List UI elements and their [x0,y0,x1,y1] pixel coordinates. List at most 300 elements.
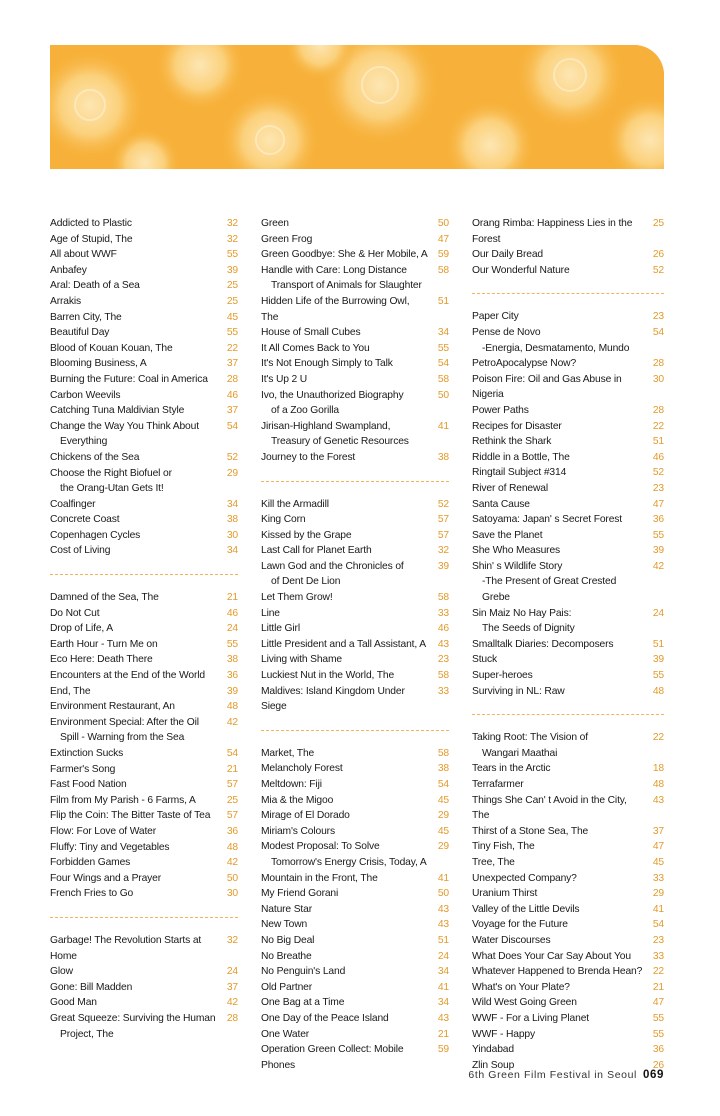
index-column-1 [50,216,238,1042]
index-entry [50,388,238,404]
entry-page-number: 54 [226,420,238,432]
index-entry [50,606,238,622]
entry-title: Jirisan-Highland Swampland, Treasury of Genetic Resources [261,419,433,450]
index-entry [50,466,238,497]
entry-page-number: 25 [652,218,664,229]
index-entry [50,933,238,964]
entry-title: Modest Proposal: To Solve Tomorrow's Energy Crisis, Today, A [261,839,433,870]
index-entry [472,216,664,247]
entry-title: Choose the Right Biofuel or the Orang-Utan Gets It! [50,466,222,497]
entry-page-number: 26 [652,1059,664,1071]
entry-title-continuation: Project, The [60,1028,114,1040]
entry-page-number: 55 [652,1012,664,1024]
index-group [261,746,449,1073]
index-entry [50,450,238,466]
index-entry [50,871,238,887]
entry-title-continuation: The Seeds of Dignity [482,623,575,635]
entry-title: Carbon Weevils [50,389,121,401]
index-entry [261,606,449,622]
entry-page-number: 50 [437,888,449,900]
group-separator [261,715,449,746]
page-footer [468,1069,664,1081]
index-entry [472,1027,664,1043]
entry-title: Garbage! The Revolution Starts at Home [50,934,202,962]
entry-page-number: 23 [652,482,664,494]
index-entry [50,341,238,357]
entry-page-number: 57 [437,514,449,526]
entry-page-number: 39 [226,685,238,697]
entry-title: Rethink the Shark [472,436,552,448]
entry-page-number: 41 [437,420,449,432]
entry-page-number: 59 [437,1044,449,1056]
index-group [261,216,449,466]
entry-title: Little Girl [261,623,300,635]
index-entry [261,777,449,793]
entry-page-number: 26 [652,249,664,261]
index-entry [472,481,664,497]
entry-page-number: 34 [226,498,238,510]
entry-title: Eco Here: Death There [50,654,153,666]
entry-title: Mirage of El Dorado [261,810,350,822]
index-entry [472,902,664,918]
entry-page-number: 45 [437,794,449,806]
entry-title: Market, The [261,747,315,759]
entry-page-number: 51 [652,638,664,650]
index-entry [472,543,664,559]
entry-title: Voyage for the Future [472,919,568,931]
index-entry [261,341,449,357]
entry-page-number: 50 [437,218,449,229]
entry-page-number: 25 [226,280,238,292]
index-entry [261,543,449,559]
index-entry [472,606,664,637]
entry-page-number: 38 [226,654,238,666]
index-group [261,497,449,715]
index-entry [472,839,664,855]
index-entry [261,247,449,263]
entry-title: Stuck [472,654,498,666]
entry-title: Save the Planet [472,529,543,541]
index-entry [472,559,664,606]
entry-title: It All Comes Back to You [261,342,370,354]
entry-page-number: 24 [226,966,238,978]
index-entry [472,403,664,419]
index-entry [472,855,664,871]
entry-title: Fast Food Nation [50,779,127,791]
entry-title: French Fries to Go [50,888,134,900]
entry-page-number: 21 [437,1028,449,1040]
index-entry [50,1011,238,1042]
entry-page-number: 58 [437,747,449,759]
index-entry [50,995,238,1011]
entry-title: Satoyama: Japan' s Secret Forest [472,514,622,526]
entry-page-number: 52 [226,451,238,463]
entry-title: Unexpected Company? [472,872,577,884]
index-entry [261,964,449,980]
entry-page-number: 52 [437,498,449,510]
index-entry [472,434,664,450]
entry-title: Blood of Kouan Kouan, The [50,342,173,354]
index-entry [472,512,664,528]
page-number: 069 [643,1069,664,1081]
index-entry [472,247,664,263]
entry-title-continuation: Transport of Animals for Slaughter [271,280,422,292]
entry-title: No Penguin's Land [261,966,346,978]
entry-title: River of Renewal [472,482,549,494]
entry-title: Orang Rimba: Happiness Lies in the Forest [472,218,633,245]
entry-page-number: 29 [226,467,238,479]
entry-title: Nature Star [261,903,313,915]
index-entry [50,278,238,294]
index-entry [261,949,449,965]
index-entry [50,247,238,263]
entry-title: What's on Your Plate? [472,981,570,993]
entry-title: Good Man [50,997,97,1009]
entry-title: Green Goodbye: She & Her Mobile, A [261,249,428,261]
index-entry [50,652,238,668]
entry-title: Encounters at the End of the World [50,670,205,682]
index-entry [472,824,664,840]
index-entry [261,232,449,248]
entry-title-continuation: Wangari Maathai [482,747,558,759]
index-entry [261,793,449,809]
entry-page-number: 32 [226,233,238,245]
entry-page-number: 25 [226,295,238,307]
entry-page-number: 47 [652,997,664,1009]
entry-title: WWF - Happy [472,1028,535,1040]
index-entry [472,886,664,902]
entry-title: Tree, The [472,856,515,868]
entry-page-number: 39 [226,264,238,276]
group-separator [261,466,449,497]
entry-title: Things She Can' t Avoid in the City, The [472,794,627,822]
group-separator [50,902,238,933]
entry-title: Green Frog [261,233,313,245]
index-entry [261,294,449,325]
entry-page-number: 45 [652,856,664,868]
entry-page-number: 24 [437,950,449,962]
entry-title: Extinction Sucks [50,748,124,759]
index-entry [472,761,664,777]
entry-page-number: 34 [437,966,449,978]
entry-page-number: 46 [226,607,238,619]
entry-title: Super-heroes [472,670,533,682]
entry-title: Sin Maiz No Hay Pais: The Seeds of Dignity [472,606,648,637]
entry-page-number: 24 [226,623,238,635]
entry-page-number: 43 [652,794,664,806]
index-entry [261,886,449,902]
index-entry [261,372,449,388]
entry-title: No Breathe [261,950,312,962]
index-entry [261,528,449,544]
entry-page-number: 25 [226,794,238,806]
index-entry [50,980,238,996]
entry-page-number: 50 [226,872,238,884]
index-entry [472,1011,664,1027]
entry-page-number: 41 [437,981,449,993]
index-entry [50,668,238,684]
entry-title: My Friend Gorani [261,888,339,900]
entry-title-continuation: -The Present of Great Crested Grebe [482,576,617,604]
entry-page-number: 42 [226,857,238,869]
index-group [472,730,664,1073]
entry-page-number: 58 [437,373,449,385]
entry-page-number: 54 [652,326,664,338]
entry-title: Luckiest Nut in the World, The [261,670,395,682]
entry-page-number: 46 [437,623,449,635]
index-entry [50,793,238,809]
entry-page-number: 30 [226,888,238,900]
entry-page-number: 50 [437,389,449,401]
entry-page-number: 36 [226,670,238,682]
entry-page-number: 36 [652,1044,664,1056]
entry-page-number: 30 [226,529,238,541]
entry-title: Meltdown: Fiji [261,779,322,790]
entry-title: Tiny Fish, The [472,841,535,853]
index-entry [50,216,238,232]
entry-page-number: 22 [652,420,664,432]
index-entry [50,637,238,653]
entry-page-number: 46 [226,389,238,401]
entry-title: Anbafey [50,264,87,276]
entry-title-continuation: -Energia, Desmatamento, Mundo [482,342,630,354]
index-entry [472,528,664,544]
entry-title: Power Paths [472,404,529,416]
index-entry [50,808,238,824]
entry-page-number: 39 [437,560,449,572]
index-entry [261,980,449,996]
entry-page-number: 55 [226,638,238,650]
entry-title: Let Them Grow! [261,592,333,604]
entry-page-number: 28 [226,1012,238,1024]
entry-title: Gone: Bill Madden [50,981,133,993]
entry-title: Aral: Death of a Sea [50,280,140,292]
entry-page-number: 48 [652,685,664,697]
entry-page-number: 55 [226,249,238,261]
entry-title: Farmer's Song [50,763,116,775]
entry-page-number: 39 [652,545,664,557]
entry-page-number: 29 [437,810,449,822]
index-entry [472,372,664,403]
index-entry [261,684,449,715]
entry-title: Riddle in a Bottle, The [472,451,570,463]
entry-page-number: 59 [437,249,449,261]
entry-title-continuation: of a Zoo Gorilla [271,405,339,417]
header-banner [50,45,664,169]
entry-title: Miriam's Colours [261,825,335,837]
entry-title: Handle with Care: Long Distance Transport of Animals for Slaughter [261,263,433,294]
entry-title: All about WWF [50,249,117,261]
index-entry [261,933,449,949]
entry-page-number: 55 [652,670,664,682]
entry-title: House of Small Cubes [261,327,361,339]
entry-page-number: 37 [226,405,238,417]
index-entry [50,419,238,450]
entry-title: Coalfinger [50,498,96,510]
index-entry [261,746,449,762]
group-separator [50,559,238,590]
index-entry [261,263,449,294]
entry-title: WWF - For a Living Planet [472,1012,589,1024]
group-separator [472,699,664,730]
index-entry [472,793,664,824]
index-entry [261,808,449,824]
index-entry [472,933,664,949]
index-entry [261,637,449,653]
entry-title: Beautiful Day [50,327,110,339]
index-entry [50,699,238,715]
index-entry [472,777,664,793]
entry-page-number: 57 [226,779,238,791]
entry-title: PetroApocalypse Now? [472,358,577,370]
festival-name: 6th Green Film Festival in Seoul [468,1069,637,1081]
entry-page-number: 47 [652,841,664,853]
index-entry [50,855,238,871]
entry-title: No Big Deal [261,934,315,946]
entry-title: Maldives: Island Kingdom Under Siege [261,685,405,713]
index-entry [50,356,238,372]
entry-title: Whatever Happened to Brenda Hean? [472,966,643,978]
entry-title: Ivo, the Unauthorized Biography of a Zoo Gorilla [261,388,433,419]
entry-title: Green [261,218,289,229]
entry-page-number: 58 [437,670,449,682]
index-entry [50,840,238,856]
entry-page-number: 34 [437,327,449,339]
entry-title: Catching Tuna Maldivian Style [50,405,185,417]
entry-title: End, The [50,685,91,697]
index-entry [261,356,449,372]
index-entry [261,621,449,637]
entry-page-number: 23 [652,311,664,323]
entry-title: New Town [261,919,308,931]
index-entry [472,917,664,933]
index-entry [261,652,449,668]
index-group [50,933,238,1042]
index-entry [261,1042,449,1073]
entry-page-number: 55 [652,1028,664,1040]
entry-page-number: 33 [437,607,449,619]
entry-page-number: 24 [652,607,664,619]
index-entry [50,824,238,840]
entry-title-continuation: Treasury of Genetic Resources [271,436,409,448]
index-entry [261,388,449,419]
index-entry [50,263,238,279]
entry-title: Flow: For Love of Water [50,825,157,837]
index-entry [472,652,664,668]
entry-title: Age of Stupid, The [50,233,133,245]
entry-title: Our Daily Bread [472,249,543,261]
entry-title-continuation: Spill - Warning from the Sea [60,732,185,744]
entry-title: Change the Way You Think About Everything [50,419,222,450]
entry-page-number: 51 [652,436,664,448]
entry-title: Our Wonderful Nature [472,264,570,276]
index-entry [50,512,238,528]
index-entry [50,715,238,746]
index-entry [472,964,664,980]
entry-page-number: 38 [437,763,449,775]
entry-title: Santa Cause [472,498,530,510]
entry-title: Kissed by the Grape [261,529,352,541]
index-entry [472,263,664,279]
index-entry [261,995,449,1011]
entry-title: Uranium Thirst [472,888,538,900]
entry-title: Concrete Coast [50,514,120,526]
entry-title: It's Up 2 U [261,373,308,385]
entry-page-number: 38 [226,514,238,526]
entry-title: Poison Fire: Oil and Gas Abuse in Nigeria [472,373,622,401]
entry-title: Fluffy: Tiny and Vegetables [50,841,170,853]
entry-page-number: 41 [652,903,664,915]
index-entry [472,949,664,965]
entry-page-number: 28 [226,373,238,385]
entry-page-number: 54 [437,779,449,790]
entry-page-number: 58 [437,592,449,604]
index-entry [261,450,449,466]
entry-page-number: 57 [437,529,449,541]
entry-page-number: 37 [226,358,238,370]
index-entry [472,871,664,887]
entry-page-number: 43 [437,638,449,650]
index-entry [261,902,449,918]
entry-page-number: 23 [437,654,449,666]
entry-page-number: 52 [652,264,664,276]
index-entry [472,465,664,481]
entry-title: Lawn God and the Chronicles of of Dent De Lion [261,559,433,590]
index-group [472,309,664,699]
index-entry [261,1011,449,1027]
entry-title: Drop of Life, A [50,623,114,635]
entry-title: Water Discourses [472,934,551,946]
entry-page-number: 32 [437,545,449,557]
index-entry [472,1042,664,1058]
entry-title: Old Partner [261,981,313,993]
index-entry [261,419,449,450]
entry-title: Cost of Living [50,545,111,557]
index-entry [261,512,449,528]
entry-page-number: 48 [652,779,664,790]
entry-title: What Does Your Car Say About You [472,950,631,962]
entry-title: Thirst of a Stone Sea, The [472,825,589,837]
entry-title: Great Squeeze: Surviving the Human Project, The [50,1011,222,1042]
entry-page-number: 55 [652,529,664,541]
entry-page-number: 51 [437,934,449,946]
entry-page-number: 34 [226,545,238,557]
entry-page-number: 58 [437,264,449,276]
entry-title: Flip the Coin: The Bitter Taste of Tea [50,810,211,822]
entry-page-number: 43 [437,903,449,915]
entry-title: Little President and a Tall Assistant, A [261,638,426,650]
entry-title: Yindabad [472,1044,514,1056]
index-entry [472,309,664,325]
group-separator [472,278,664,309]
index-entry [261,325,449,341]
entry-title: Recipes for Disaster [472,420,562,432]
entry-title: Addicted to Plastic [50,218,132,229]
entry-title: Earth Hour - Turn Me on [50,638,158,650]
entry-title: Line [261,607,280,619]
entry-page-number: 42 [226,997,238,1009]
entry-title: Operation Green Collect: Mobile Phones [261,1044,404,1071]
entry-page-number: 42 [226,716,238,728]
entry-page-number: 33 [652,950,664,962]
entry-title: Environment Restaurant, An [50,701,175,713]
index-entry [50,310,238,326]
index-entry [50,684,238,700]
entry-page-number: 54 [437,358,449,370]
entry-page-number: 48 [226,701,238,713]
index-entry [261,839,449,870]
index-entry [50,762,238,778]
